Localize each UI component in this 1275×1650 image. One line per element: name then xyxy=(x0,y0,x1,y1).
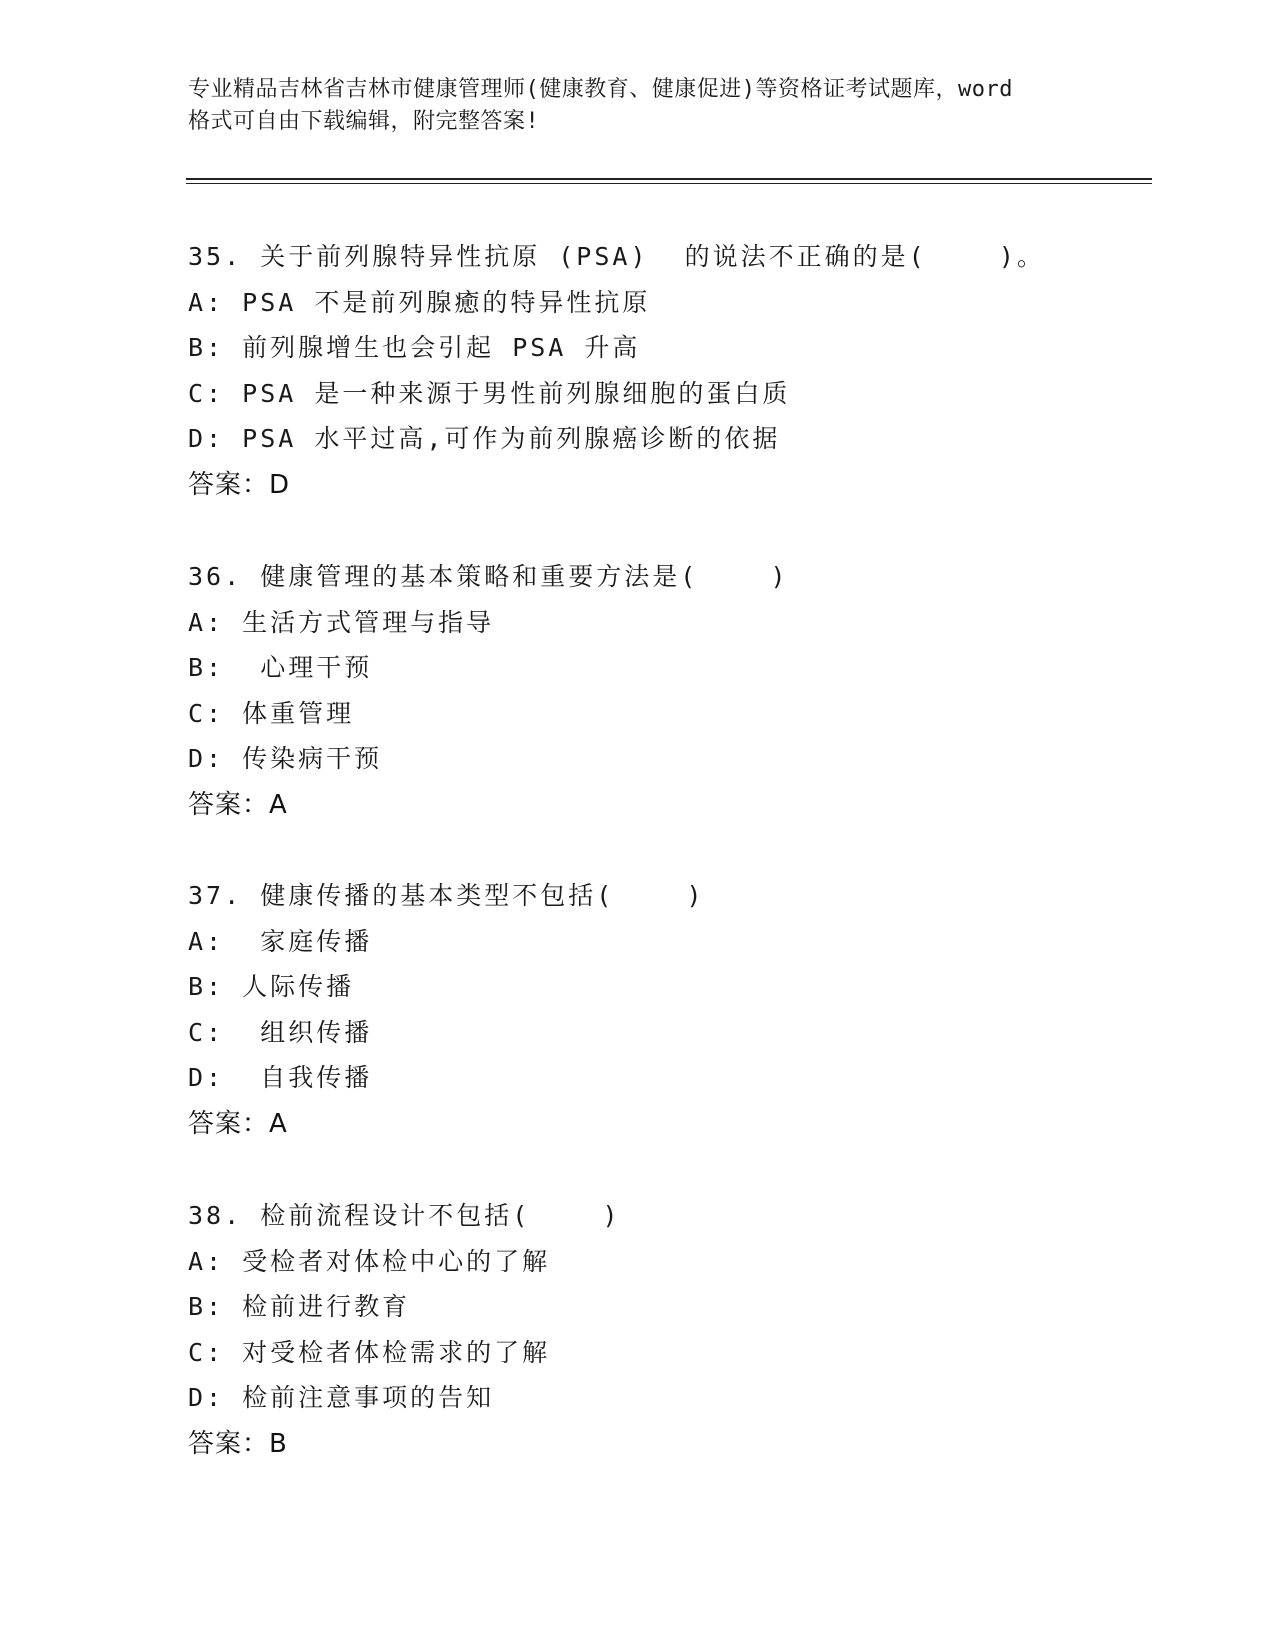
option-a: A: 家庭传播 xyxy=(188,926,373,956)
question-38 xyxy=(188,1193,1188,1467)
header-divider-thick xyxy=(186,178,1152,180)
option-a: A: 生活方式管理与指导 xyxy=(188,607,495,637)
option-c: C: 组织传播 xyxy=(188,1017,373,1047)
header-line-1: 专业精品吉林省吉林市健康管理师(健康教育、健康促进)等资格证考试题库，word xyxy=(188,77,1013,102)
question-37 xyxy=(188,873,1188,1147)
option-b: B: 心理干预 xyxy=(188,653,373,682)
question-35 xyxy=(188,234,1188,508)
header-divider-thin xyxy=(186,183,1152,184)
question-36 xyxy=(188,554,1188,828)
answer: 答案：B xyxy=(188,1428,288,1459)
option-d: D: 检前注意事项的告知 xyxy=(188,1383,495,1412)
option-b: B: 检前进行教育 xyxy=(188,1292,411,1321)
option-a: A: 受检者对体检中心的了解 xyxy=(188,1246,551,1276)
answer: 答案：A xyxy=(188,789,288,820)
option-b: B: 人际传播 xyxy=(188,972,355,1001)
option-d: D: PSA 水平过高,可作为前列腺癌诊断的依据 xyxy=(188,424,781,453)
option-c: C: PSA 是一种来源于男性前列腺细胞的蛋白质 xyxy=(188,378,791,408)
header-line-2: 格式可自由下载编辑，附完整答案! xyxy=(188,109,540,134)
option-c: C: 体重管理 xyxy=(188,698,355,728)
document-header xyxy=(188,74,1088,138)
option-c: C: 对受检者体检需求的了解 xyxy=(188,1337,551,1367)
question-stem: 36. 健康管理的基本策略和重要方法是( ) xyxy=(188,562,789,591)
answer: 答案：A xyxy=(188,1108,288,1139)
question-stem: 35. 关于前列腺特异性抗原 (PSA) 的说法不正确的是( )。 xyxy=(188,242,1045,271)
question-stem: 38. 检前流程设计不包括( ) xyxy=(188,1201,621,1230)
question-stem: 37. 健康传播的基本类型不包括( ) xyxy=(188,881,705,910)
option-d: D: 自我传播 xyxy=(188,1063,373,1092)
option-a: A: PSA 不是前列腺癒的特异性抗原 xyxy=(188,287,651,317)
answer: 答案：D xyxy=(188,469,291,500)
option-d: D: 传染病干预 xyxy=(188,744,383,773)
option-b: B: 前列腺增生也会引起 PSA 升高 xyxy=(188,333,641,362)
